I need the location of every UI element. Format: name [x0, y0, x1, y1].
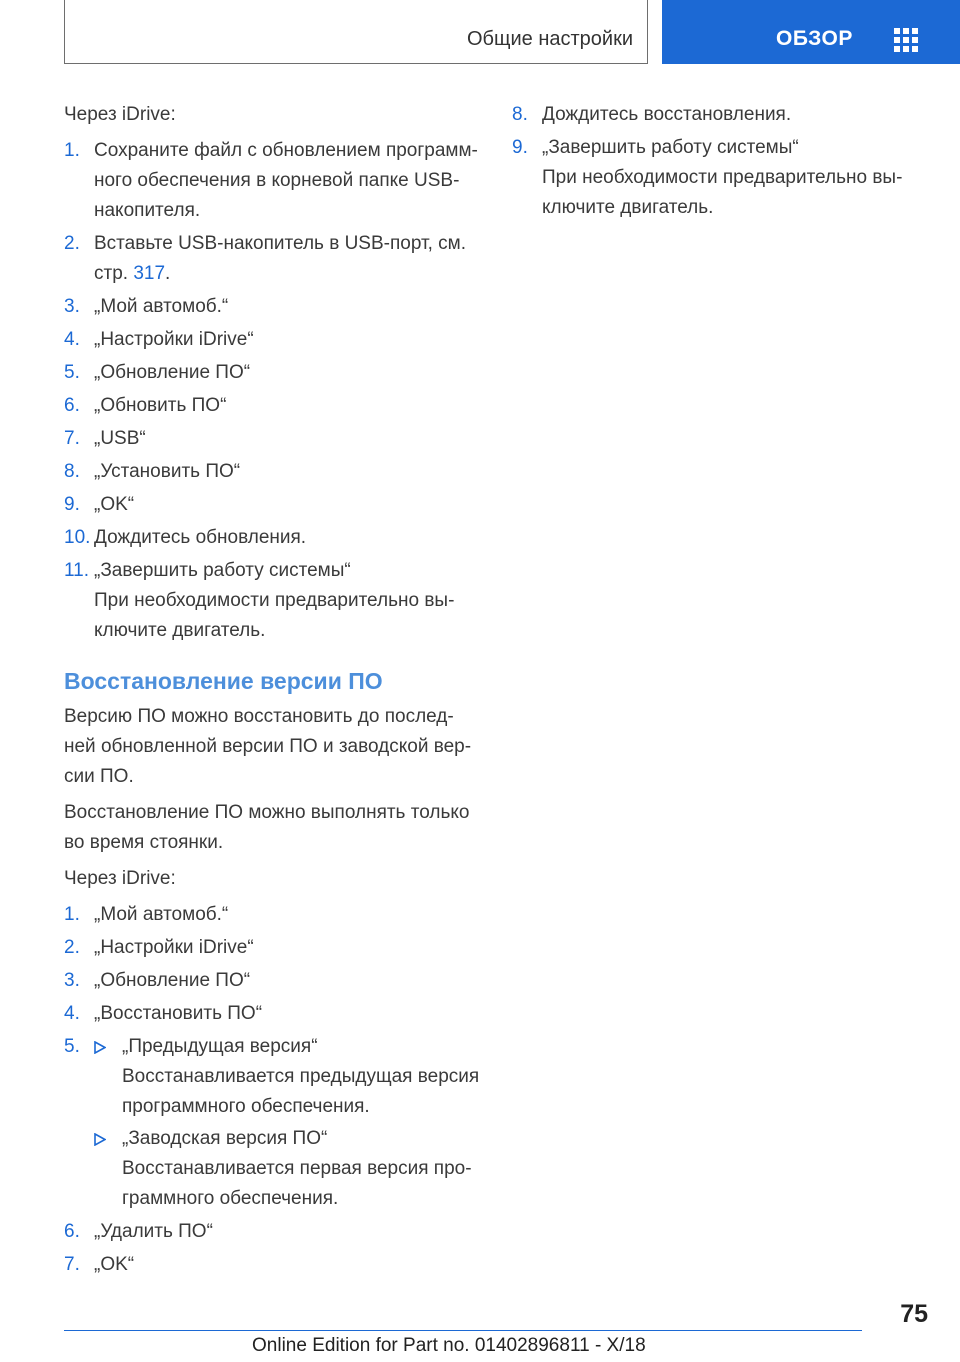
step-number: 8. [64, 461, 80, 482]
triangle-bullet-icon [94, 1133, 106, 1146]
step-item [64, 900, 480, 930]
step-item [64, 1250, 480, 1280]
step-item [64, 523, 480, 553]
step-number: 7. [64, 1254, 80, 1275]
step-number: 2. [64, 937, 80, 958]
step-text: „Завершить работу системы“ [94, 560, 351, 581]
step-item [64, 229, 480, 289]
step-note: При необходимости предварительно вы-ключите двигатель. [542, 167, 903, 218]
step-number: 3. [64, 296, 80, 317]
step-item [64, 1032, 480, 1214]
intro-text: Через iDrive: [64, 104, 176, 125]
step-note: При необходимости предварительно вы-ключите двигатель. [94, 590, 455, 641]
step-text: „Восстановить ПО“ [94, 1003, 263, 1024]
step-text: „OK“ [94, 1254, 135, 1275]
overview-tab-label: ОБЗОР [776, 27, 853, 50]
step-item [64, 966, 480, 996]
step-text: „Удалить ПО“ [94, 1221, 213, 1242]
step-item [512, 100, 912, 130]
step-item [64, 136, 480, 226]
step-text: „Обновление ПО“ [94, 970, 251, 991]
right-column [512, 100, 912, 226]
step-item [64, 391, 480, 421]
step-item [64, 933, 480, 963]
footer-edition: Online Edition for Part no. 01402896811 - X/18 [252, 1335, 646, 1356]
step-text: „Обновление ПО“ [94, 362, 251, 383]
step-text: „Настройки iDrive“ [94, 937, 254, 958]
option-item [94, 1032, 480, 1122]
intro-text: Через iDrive: [64, 868, 176, 889]
step-number: 4. [64, 329, 80, 350]
step-item [64, 292, 480, 322]
step-number: 5. [64, 1036, 80, 1057]
step-text: Вставьте USB-накопитель в USB-порт, см. стр. [94, 233, 466, 284]
step-number: 10. [64, 527, 91, 548]
header-section-box [64, 0, 648, 64]
page-number: 75 [900, 1300, 928, 1328]
step-number: 9. [64, 494, 80, 515]
option-description: Восстанавливается предыдущая версия программного обеспечения. [122, 1066, 480, 1117]
step-item [64, 556, 480, 646]
step-text: „Завершить работу системы“ [542, 137, 799, 158]
step-number: 6. [64, 395, 80, 416]
step-item [64, 424, 480, 454]
step-item [64, 457, 480, 487]
triangle-bullet-icon [94, 1041, 106, 1054]
step-number: 2. [64, 233, 80, 254]
section-title: Общие настройки [467, 28, 633, 50]
step-number: 8. [512, 104, 528, 125]
option-title: „Предыдущая версия“ [122, 1036, 318, 1057]
option-description: Восстанавливается первая версия про-граммного обеспечения. [122, 1158, 472, 1209]
step-text-end: . [165, 263, 171, 284]
step-number: 6. [64, 1221, 80, 1242]
step-item [512, 133, 912, 223]
step-text: „Настройки iDrive“ [94, 329, 254, 350]
step-number: 7. [64, 428, 80, 449]
step-item [64, 325, 480, 355]
step-number: 1. [64, 904, 80, 925]
step-item [64, 1217, 480, 1247]
step-item [64, 999, 480, 1029]
grid-icon [894, 28, 918, 52]
step-text: „Обновить ПО“ [94, 395, 227, 416]
page-link[interactable]: 317 [133, 263, 166, 284]
step-text: „Мой автомоб.“ [94, 904, 229, 925]
step-item [64, 358, 480, 388]
step-number: 4. [64, 1003, 80, 1024]
step-text: Дождитесь обновления. [94, 527, 307, 548]
step-number: 1. [64, 140, 80, 161]
step-number: 5. [64, 362, 80, 383]
overview-tab[interactable] [662, 0, 960, 64]
option-title: „Заводская версия ПО“ [122, 1128, 328, 1149]
paragraph: Восстановление ПО можно выполнять только во время стоянки. [64, 802, 470, 853]
step-number: 3. [64, 970, 80, 991]
option-item [94, 1124, 480, 1214]
step-text: Дождитесь восстановления. [542, 104, 792, 125]
step-text: Сохраните файл с обновлением программ-ного обеспечения в корневой папке USB-накопителя. [94, 140, 478, 221]
step-number: 9. [512, 137, 528, 158]
paragraph: Версию ПО можно восстановить до послед-ней обновленной версии ПО и заводской вер-сии ПО. [64, 706, 472, 787]
left-column [64, 100, 480, 1283]
step-text: „Установить ПО“ [94, 461, 241, 482]
footer-divider [64, 1330, 862, 1331]
section-heading: Восстановление версии ПО [64, 668, 383, 694]
step-text: „USB“ [94, 428, 146, 449]
step-text: „Мой автомоб.“ [94, 296, 229, 317]
step-item [64, 490, 480, 520]
step-number: 11. [64, 560, 90, 581]
step-text: „OK“ [94, 494, 135, 515]
